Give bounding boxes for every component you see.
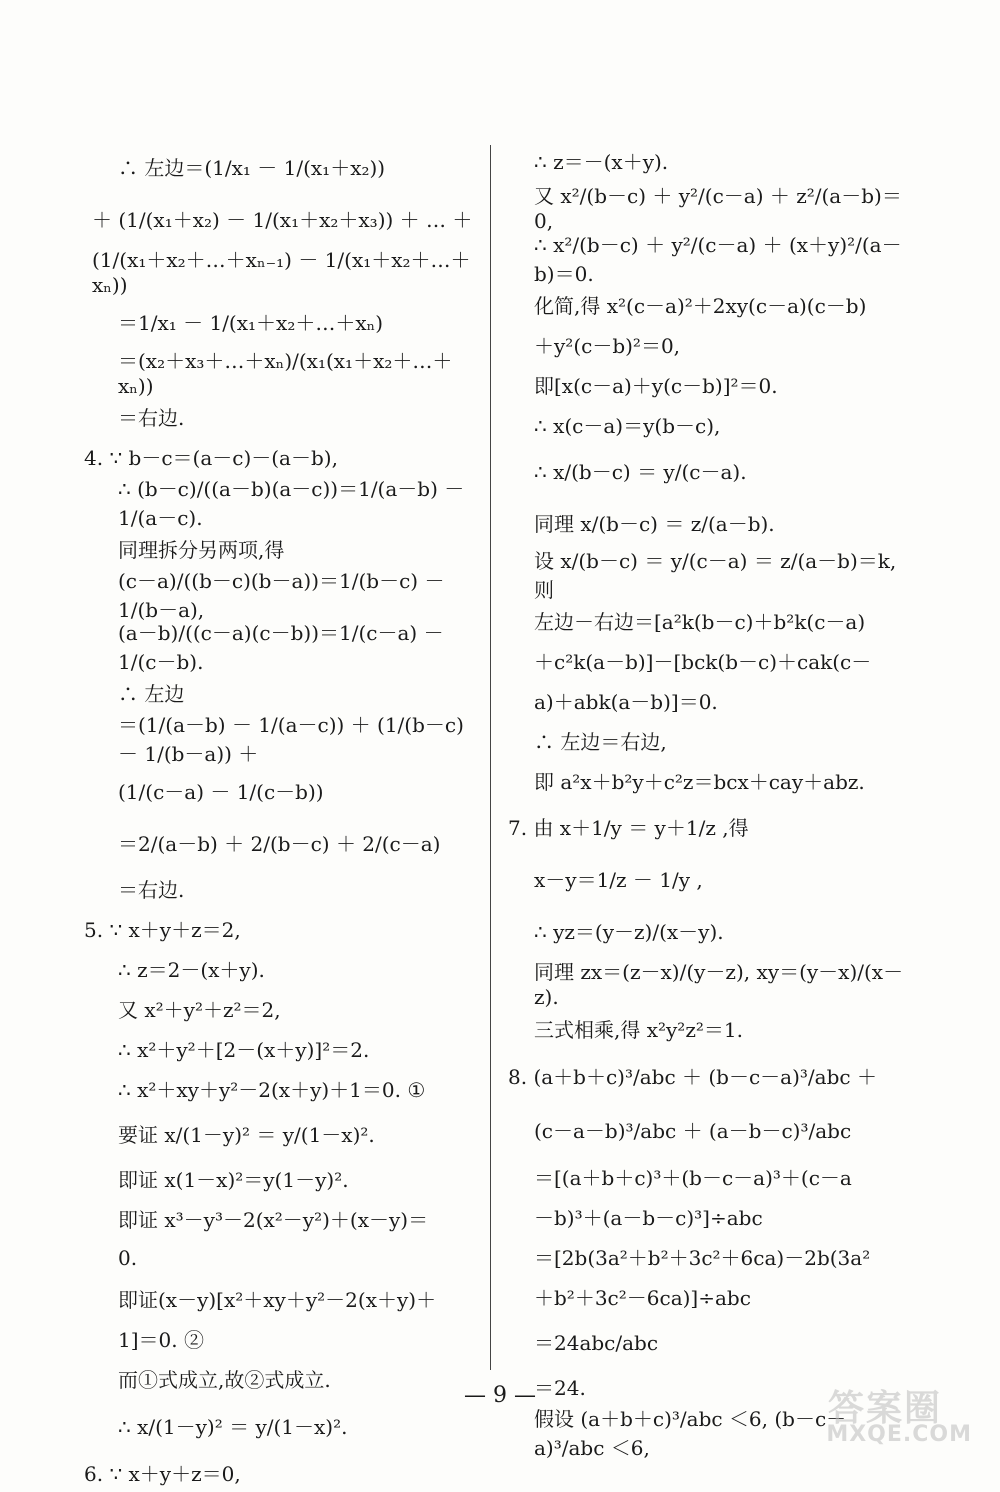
solution-line: 左边－右边＝[a²k(b－c)＋b²k(c－a) [534, 609, 866, 634]
solution-line: ∴ 左边＝(1/x₁ － 1/(x₁＋x₂)) [118, 155, 386, 180]
solution-line: (1/(x₁＋x₂＋…＋xₙ₋₁) － 1/(x₁＋x₂＋…＋xₙ)) [92, 247, 471, 297]
solution-line: ∴ x²＋xy＋y²－2(x＋y)＋1＝0. ① [118, 1077, 426, 1102]
solution-line: ∴ 左边 [118, 681, 185, 706]
solution-line: ∴ x/(1－y)² ＝ y/(1－x)². [118, 1414, 348, 1439]
problem-8-heading: 8. (a＋b＋c)³/abc ＋ (b－c－a)³/abc ＋ [508, 1064, 877, 1089]
solution-line: 又 x²＋y²＋z²＝2, [118, 997, 281, 1022]
solution-line: 即[x(c－a)＋y(c－b)]²＝0. [534, 373, 778, 398]
solution-line: (1/(c－a) － 1/(c－b)) [118, 779, 324, 804]
solution-line: ＋b²＋3c²－6ca)]÷abc [534, 1285, 751, 1310]
solution-line: ＝2/(a－b) ＋ 2/(b－c) ＋ 2/(c－a) [118, 831, 441, 856]
problem-4-heading: 4. ∵ b－c＝(a－c)－(a－b), [84, 445, 338, 470]
solution-line: ＋c²k(a－b)]－[bck(b－c)＋cak(c－ [534, 649, 872, 674]
solution-line: ＝(x₂＋x₃＋…＋xₙ)/(x₁(x₁＋x₂＋…＋xₙ)) [118, 348, 453, 398]
left-column [84, 140, 487, 1492]
problem-6-heading: 6. ∵ x＋y＋z＝0, [84, 1461, 241, 1486]
solution-line: a)＋abk(a－b)]＝0. [534, 689, 718, 714]
solution-line: 即 a²x＋b²y＋c²z＝bcx＋cay＋abz. [534, 769, 865, 794]
solution-line: 三式相乘,得 x²y²z²＝1. [534, 1017, 743, 1042]
watermark-url: MXQE.COM [826, 1422, 972, 1447]
solution-line: ＋y²(c－b)²＝0, [534, 333, 681, 358]
solution-line: x－y＝1/z － 1/y , [534, 867, 703, 892]
solution-line: ＝1/x₁ － 1/(x₁＋x₂＋…＋xₙ) [118, 310, 384, 335]
solution-line: (c－a－b)³/abc ＋ (a－b－c)³/abc [534, 1118, 852, 1143]
solution-line: 即证 x(1－x)²＝y(1－y)². [118, 1167, 349, 1192]
solution-line: ∴ x²＋y²＋[2－(x＋y)]²＝2. [118, 1037, 370, 1062]
watermark [792, 1380, 972, 1450]
solution-line: ∴ x/(b－c) ＝ y/(c－a). [534, 459, 747, 484]
watermark-logo: 答案圈 [827, 1388, 942, 1429]
solution-line: ∴ z＝2－(x＋y). [118, 957, 265, 982]
solution-line: －b)³＋(a－b－c)³]÷abc [534, 1205, 763, 1230]
column-divider [490, 145, 491, 1370]
solution-line: ∴ (b－c)/((a－b)(a－c))＝1/(a－b) － 1/(a－c). [118, 477, 465, 530]
solution-line: 设 x/(b－c) ＝ y/(c－a) ＝ z/(a－b)＝k,则 [534, 549, 897, 602]
solution-line: 同理 zx＝(z－x)/(y－z), xy＝(y－x)/(x－z). [534, 959, 904, 1009]
solution-line: ＝[2b(3a²＋b²＋3c²＋6ca)－2b(3a² [534, 1245, 871, 1270]
solution-line: (a－b)/((c－a)(c－b))＝1/(c－a) － 1/(c－b). [118, 621, 444, 674]
solution-line: 而①式成立,故②式成立. [118, 1367, 331, 1392]
solution-line: 同理 x/(b－c) ＝ z/(a－b). [534, 511, 775, 536]
solution-line: 1]＝0. ② [118, 1327, 204, 1352]
right-column [508, 140, 908, 1458]
solution-line: 即证(x－y)[x²＋xy＋y²－2(x＋y)＋ [118, 1287, 437, 1312]
problem-5-heading: 5. ∵ x＋y＋z＝2, [84, 917, 241, 942]
solution-line: ∴ x²/(b－c) ＋ y²/(c－a) ＋ (x＋y)²/(a－b)＝0. [534, 233, 902, 286]
solution-line: ∴ x(c－a)＝y(b－c), [534, 413, 721, 438]
solution-line: ∴ z＝－(x＋y). [534, 149, 669, 174]
solution-line: 假设 (a＋b＋c)³/abc ＜6, (b－c－a)³/abc ＜6, [534, 1407, 847, 1460]
solution-line: (c－a)/((b－c)(b－a))＝1/(b－c) － 1/(b－a), [118, 569, 445, 622]
solution-line: ＋ (1/(x₁＋x₂) － 1/(x₁＋x₂＋x₃)) ＋ … ＋ [92, 207, 473, 232]
solution-line: 又 x²/(b－c) ＋ y²/(c－a) ＋ z²/(a－b)＝0, [534, 183, 902, 233]
problem-7-heading: 7. 由 x＋1/y ＝ y＋1/z ,得 [508, 815, 749, 840]
solution-line: ＝(1/(a－b) － 1/(a－c)) ＋ (1/(b－c) － 1/(b－a)) ＋ [118, 713, 464, 766]
solution-line: 0. [118, 1246, 138, 1270]
solution-line: ＝右边. [118, 877, 185, 902]
solution-line: ＝24abc/abc [534, 1330, 659, 1355]
solution-line: ＝[(a＋b＋c)³＋(b－c－a)³＋(c－a [534, 1165, 852, 1190]
solution-line: 同理拆分另两项,得 [118, 537, 285, 562]
solution-line: ∴ 左边＝右边, [534, 729, 667, 754]
page-number: — 9 — [464, 1383, 536, 1408]
solution-line: 化简,得 x²(c－a)²＋2xy(c－a)(c－b) [534, 293, 867, 318]
solution-line: 要证 x/(1－y)² ＝ y/(1－x)². [118, 1122, 375, 1147]
solution-line: ＝右边. [118, 405, 185, 430]
solution-line: ＝24. [534, 1375, 586, 1400]
solution-line: ∴ yz＝(y－z)/(x－y). [534, 919, 724, 944]
solution-line: 即证 x³－y³－2(x²－y²)＋(x－y)＝ [118, 1207, 429, 1232]
